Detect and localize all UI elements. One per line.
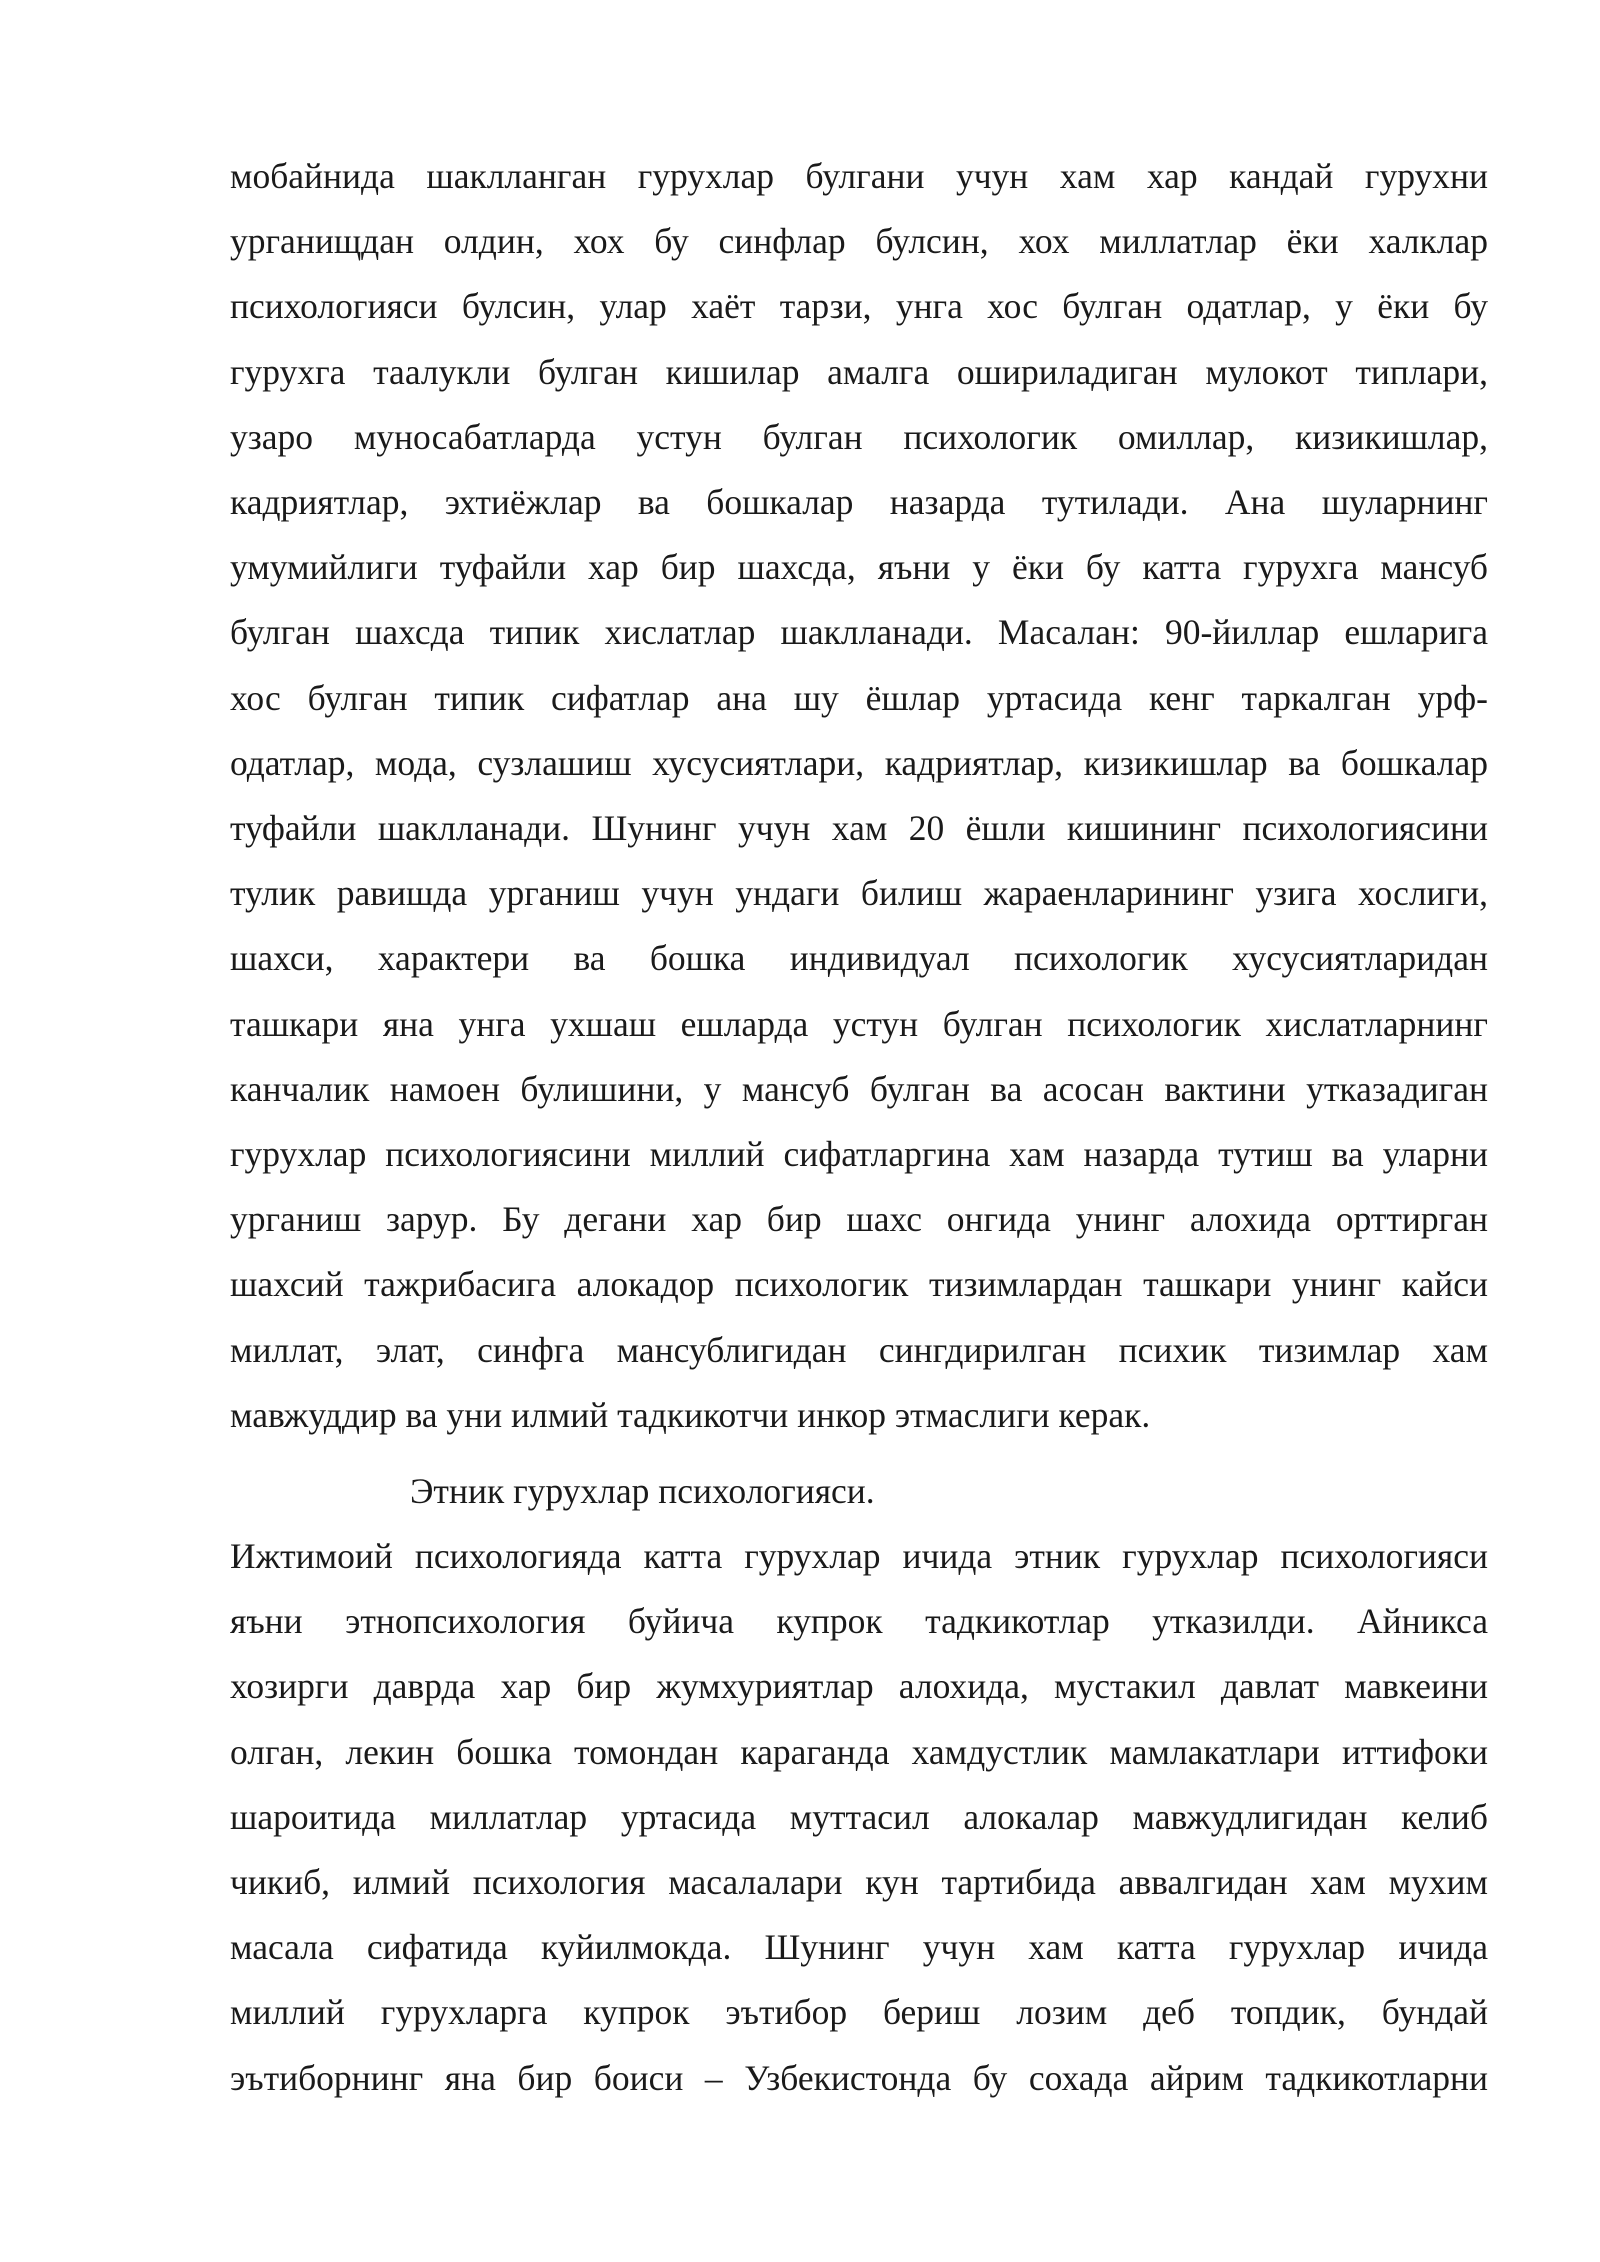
text-line: хос булган типик сифатлар ана шу ёшлар уртасида кенг таркалган урф- (230, 677, 1488, 718)
text-line: эътиборнинг яна бир боиси – Узбекистонда бу сохада айрим тадкикотларни (230, 2057, 1488, 2098)
text-line: олган, лекин бошка томондан караганда хамдустлик мамлакатлари иттифоки (230, 1731, 1488, 1772)
paragraph-2 (230, 1524, 1488, 2111)
text-line: урганищдан олдин, хох бу синфлар булсин, хох миллатлар ёки халклар (230, 221, 1488, 262)
text-line: булган шахсда типик хислатлар шаклланади. Масалан: 90-йиллар ешларига (230, 612, 1488, 653)
section-heading: Этник гурухлар психологияси. (410, 1471, 875, 1511)
text-line: канчалик намоен булишини, у мансуб булган ва асосан вактини утказадиган (230, 1068, 1488, 1109)
text-line: шахси, характери ва бошка индивидуал психологик хусусиятларидан (230, 938, 1488, 979)
text-line: туфайли шаклланади. Шунинг учун хам 20 ёшли кишининг психологиясини (230, 808, 1488, 849)
text-line: одатлар, мода, сузлашиш хусусиятлари, кадриятлар, кизикишлар ва бошкалар (230, 742, 1488, 783)
text-line: тулик равишда урганиш учун ундаги билиш жараенларининг узига хослиги, (230, 873, 1488, 914)
text-line: миллий гурухларга купрок эътибор бериш лозим деб топдик, бундай (230, 1992, 1488, 2033)
text-line: миллат, элат, синфга мансублигидан сингдирилган психик тизимлар хам (230, 1329, 1488, 1370)
paragraph-1 (230, 144, 1488, 1448)
text-line: умумийлиги туфайли хар бир шахсда, яъни у ёки бу катта гурухга мансуб (230, 547, 1488, 588)
text-line: кадриятлар, эхтиёжлар ва бошкалар назарда тутилади. Ана шуларнинг (230, 482, 1488, 523)
text-line: ташкари яна унга ухшаш ешларда устун булган психологик хислатларнинг (230, 1003, 1488, 1044)
text-line: урганиш зарур. Бу дегани хар бир шахс онгида унинг алохида орттирган (230, 1199, 1488, 1240)
text-line: мобайнида шаклланган гурухлар булгани учун хам хар кандай гурухни (230, 156, 1488, 196)
text-line: узаро муносабатларда устун булган психологик омиллар, кизикишлар, (230, 416, 1488, 457)
text-line: Ижтимоий психологияда катта гурухлар ичида этник гурухлар психологияси (230, 1536, 1488, 1576)
text-line: гурухга таалукли булган кишилар амалга ошириладиган мулокот типлари, (230, 351, 1488, 392)
text-line: шахсий тажрибасига алокадор психологик тизимлардан ташкари унинг кайси (230, 1264, 1488, 1305)
text-line: психологияси булсин, улар хаёт тарзи, унга хос булган одатлар, у ёки бу (230, 286, 1488, 327)
text-line: яъни этнопсихология буйича купрок тадкикотлар утказилди. Айникса (230, 1601, 1488, 1642)
text-line: гурухлар психологиясини миллий сифатларгина хам назарда тутиш ва уларни (230, 1134, 1488, 1175)
text-line: чикиб, илмий психология масалалари кун тартибида аввалгидан хам мухим (230, 1862, 1488, 1903)
text-line: масала сифатида куйилмокда. Шунинг учун хам катта гурухлар ичида (230, 1927, 1488, 1968)
text-line: мавжуддир ва уни илмий тадкикотчи инкор этмаслиги керак. (230, 1394, 1151, 1435)
text-line: шароитида миллатлар уртасида муттасил алокалар мавжудлигидан келиб (230, 1796, 1488, 1837)
text-line: хозирги даврда хар бир жумхуриятлар алохида, мустакил давлат мавкеини (230, 1666, 1488, 1707)
